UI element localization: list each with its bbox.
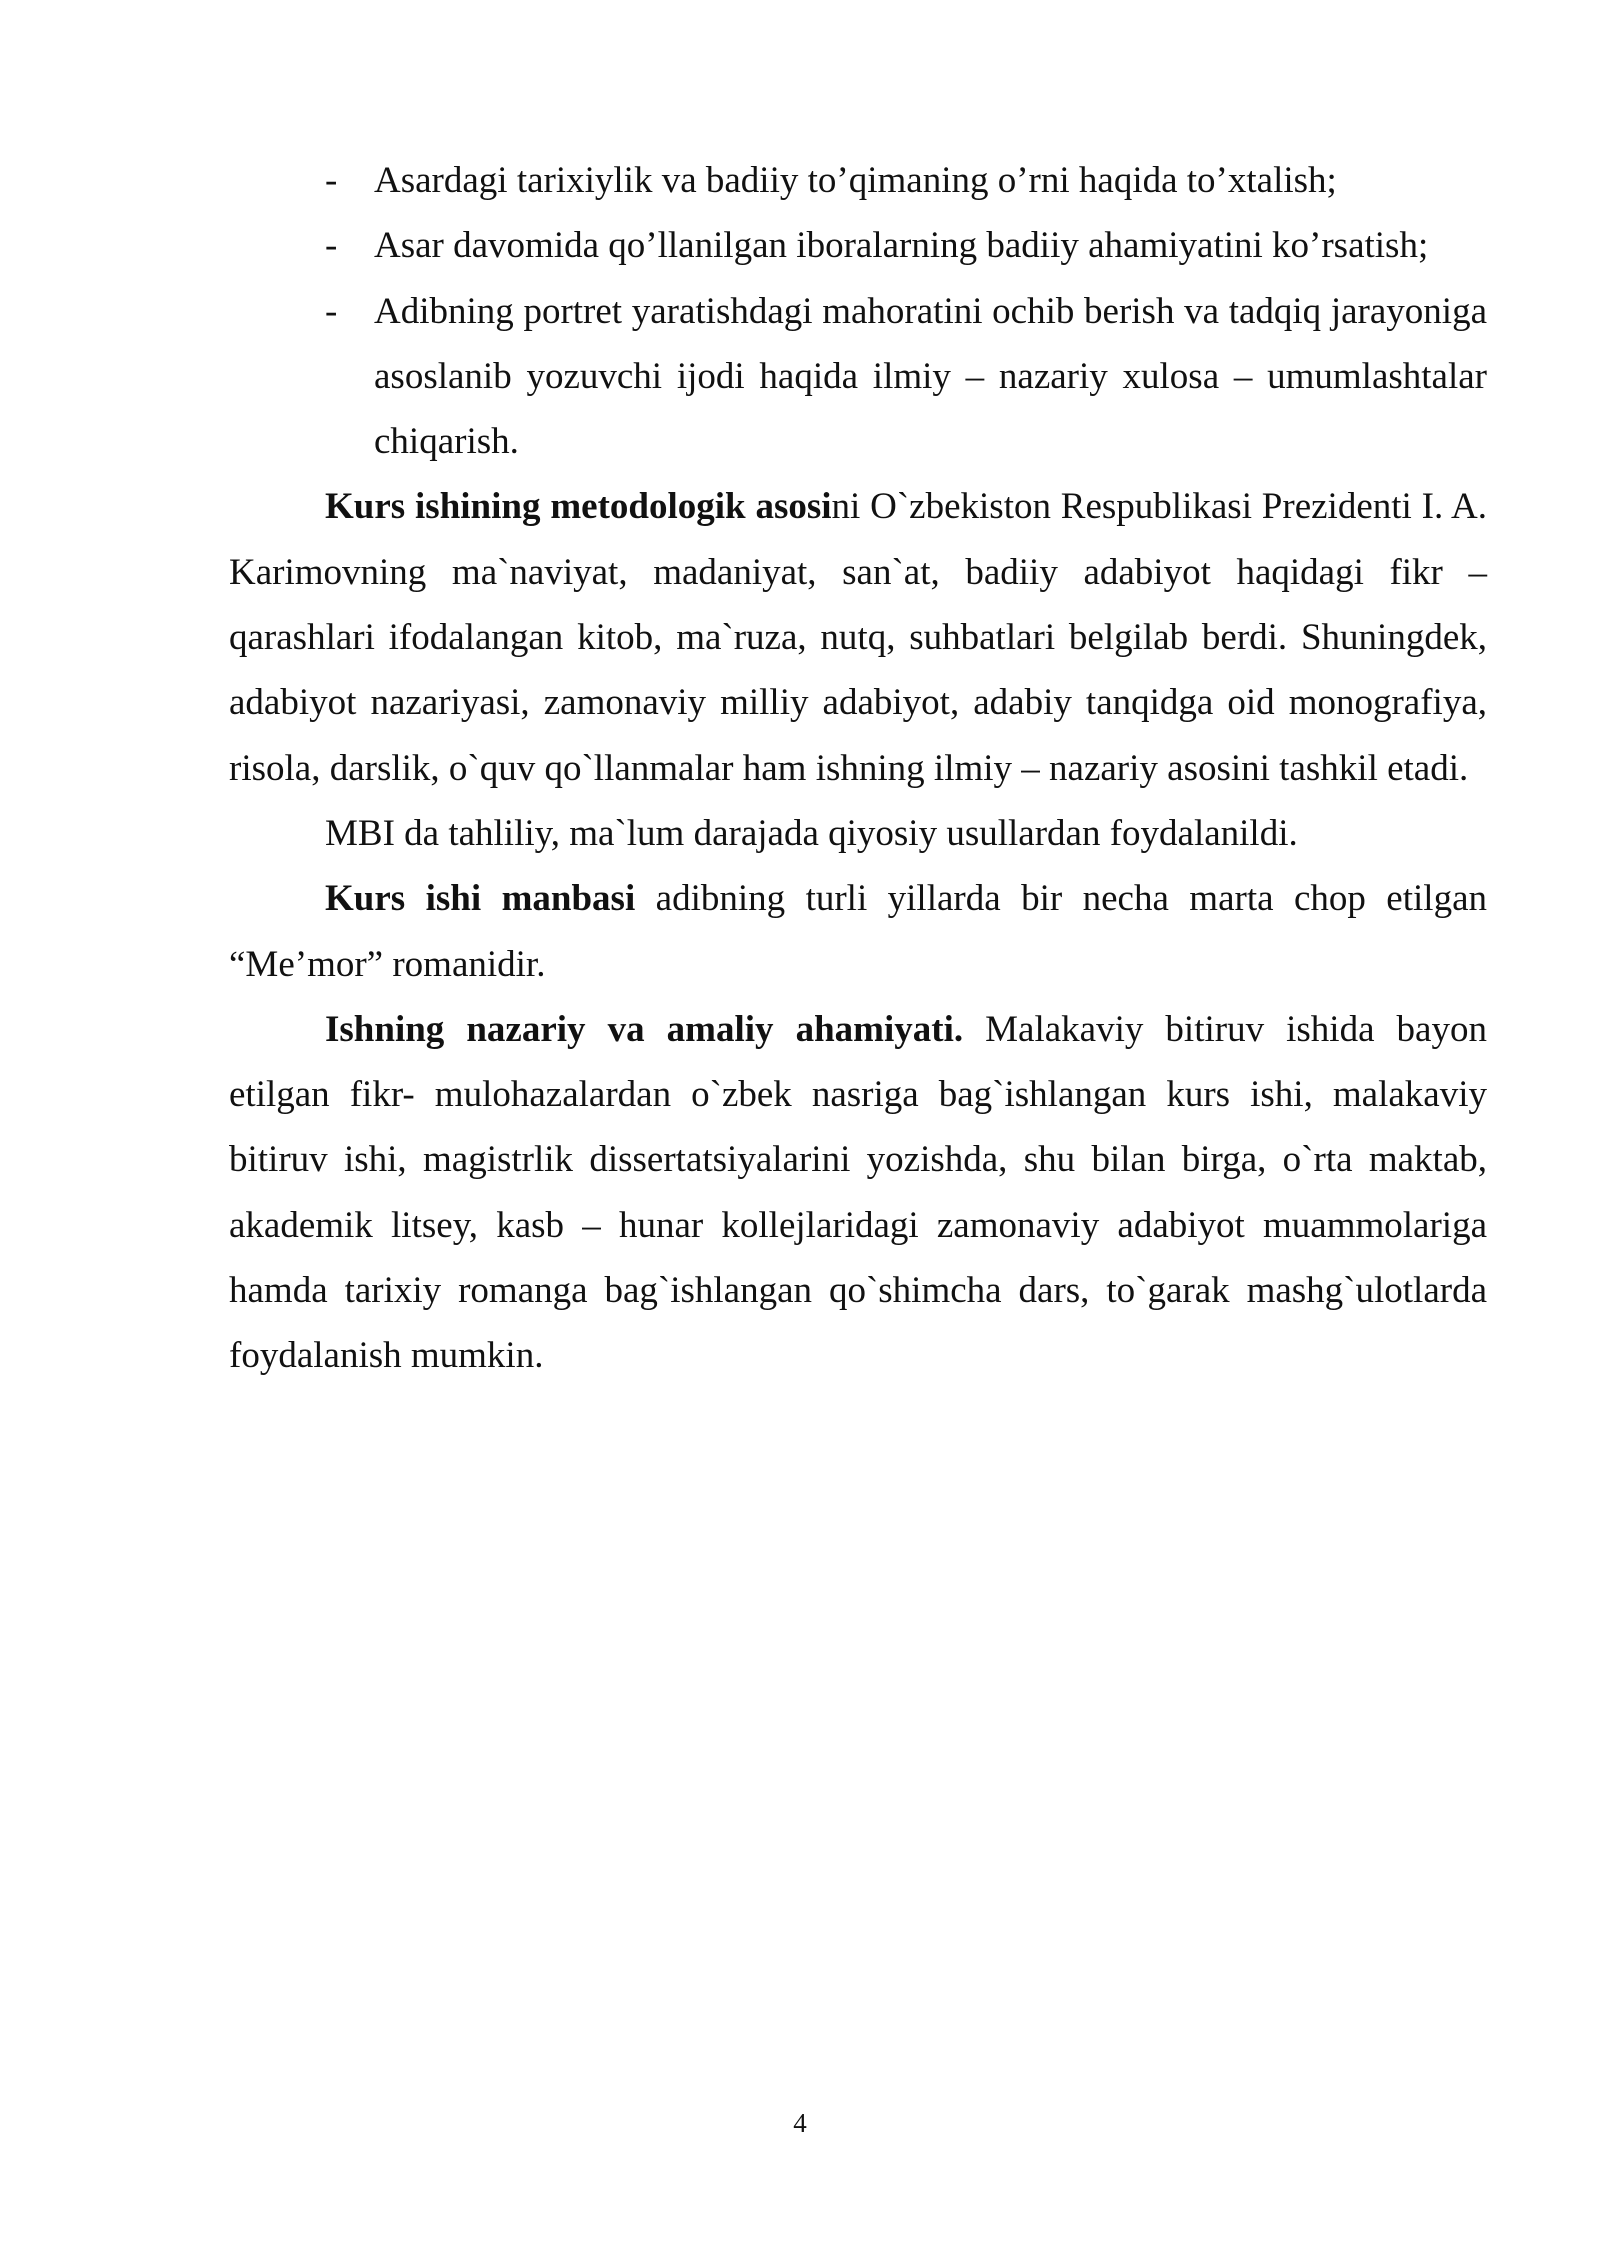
paragraph-significance [229,997,1487,1389]
bullet-item-1 [229,148,1487,213]
significance-heading: Ishning nazariy va amaliy ahamiyati. [325,1008,964,1050]
bullet-dash: - [325,290,338,332]
source-text: adibning turli yillarda bir necha marta chop etilgan “Me’mor” romanidir. [229,878,1487,985]
bullet-text: Asar davomida qo’llanilgan iboralarning badiiy ahamiyatini ko’rsatish; [374,225,1429,267]
paragraph-mbi [229,801,1487,866]
methodology-text: ni O`zbekiston Respublikasi Prezidenti I. A. Karimovning ma`naviyat, madaniyat, san`at, badiiy adabiyot haqidagi fikr – qarashlari ifodalangan kitob, ma`ruza, nutq, suhbatlari belgilab berdi. Shuningdek, adabiyot nazariyasi, zamonaviy milliy adabiyot, adabiy tanqidga oid monografiya, risola, darslik, o`quv qo`llanmalar ham ishning ilmiy – nazariy asosini tashkil etadi. [229,486,1487,789]
bullet-item-3 [229,279,1487,475]
bullet-dash: - [325,225,338,267]
methodology-heading: Kurs ishining metodologik asosi [325,486,832,528]
page-content [229,148,1487,1389]
bullet-dash: - [325,160,338,201]
paragraph-methodology [229,474,1487,800]
mbi-text: MBI da tahliliy, ma`lum darajada qiyosiy usullardan foydalanildi. [325,812,1298,854]
bullet-text: Adibning portret yaratishdagi mahoratini ochib berish va tadqiq jarayoniga asoslanib yozuvchi ijodi haqida ilmiy – nazariy xulosa – umumlashtalar chiqarish. [374,290,1487,463]
bullet-item-2 [229,213,1487,278]
source-heading: Kurs ishi manbasi [325,878,636,920]
significance-text: Malakaviy bitiruv ishida bayon etilgan fikr- mulohazalardan o`zbek nasriga bag`ishlangan kurs ishi, malakaviy bitiruv ishi, magistrlik dissertatsiyalarini yozishda, shu bilan birga, o`rta maktab, akademik litsey, kasb – hunar kollejlaridagi zamonaviy adabiyot muammolariga hamda tarixiy romanga bag`ishlangan qo`shimcha dars, to`garak mashg`ulotlarda foydalanish mumkin. [229,1008,1487,1377]
paragraph-source [229,866,1487,997]
bullet-text: Asardagi tarixiylik va badiiy to’qimaning o’rni haqida to’xtalish; [374,160,1337,201]
page-number: 4 [793,2108,807,2138]
